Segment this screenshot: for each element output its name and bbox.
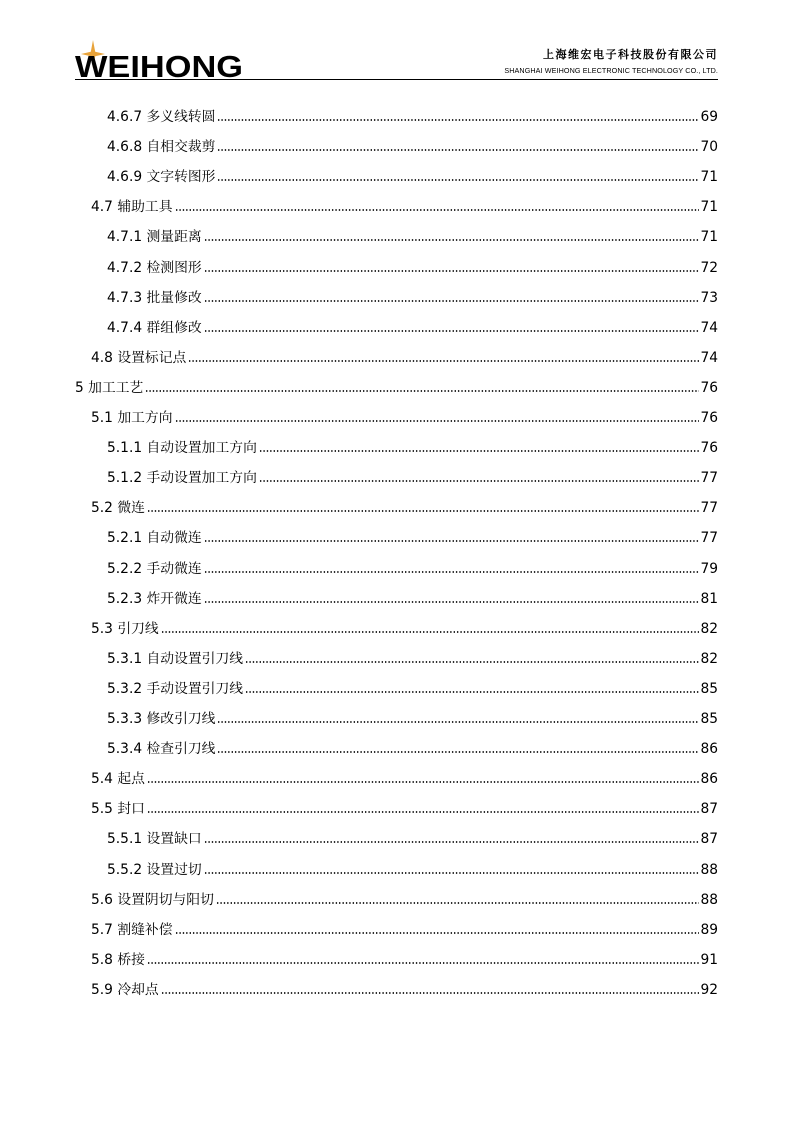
toc-dot-leader (204, 570, 700, 574)
toc-entry-title: 5.3.4 检查引刀线 (107, 741, 216, 758)
toc-dot-leader (217, 750, 699, 754)
toc-entry-page-number: 88 (700, 861, 718, 878)
toc-dot-leader (259, 449, 700, 453)
toc-entry-title: 4.6.8 自相交裁剪 (107, 139, 216, 156)
toc-entry-page-number: 76 (700, 379, 718, 396)
toc-entry-page-number: 86 (700, 771, 718, 788)
toc-dot-leader (217, 178, 699, 182)
toc-entry[interactable] (107, 698, 718, 728)
toc-entry-title: 5.6 设置阴切与阳切 (91, 891, 214, 908)
toc-entry-page-number: 87 (700, 801, 718, 818)
toc-entry[interactable] (91, 758, 718, 788)
toc-entry[interactable] (107, 96, 718, 126)
toc-dot-leader (245, 660, 699, 664)
toc-entry-page-number: 79 (700, 560, 718, 577)
toc-entry[interactable] (107, 427, 718, 457)
toc-entry-title: 5.3 引刀线 (91, 620, 159, 637)
toc-dot-leader (245, 690, 699, 694)
toc-entry-page-number: 74 (700, 319, 718, 336)
company-name (504, 48, 718, 76)
toc-dot-leader (161, 991, 700, 995)
toc-entry-title: 5.5 封口 (91, 801, 145, 818)
toc-entry-page-number: 91 (700, 951, 718, 968)
toc-entry[interactable] (107, 548, 718, 578)
company-name-en: SHANGHAI WEIHONG ELECTRONIC TECHNOLOGY CO., LTD. (504, 66, 718, 75)
toc-entry-title: 5.9 冷却点 (91, 981, 159, 998)
toc-dot-leader (217, 118, 699, 122)
toc-entry-page-number: 74 (700, 349, 718, 366)
toc-entry-title: 5.5.2 设置过切 (107, 861, 202, 878)
toc-entry-title: 5.3.2 手动设置引刀线 (107, 680, 244, 697)
toc-entry-title: 5.3.1 自动设置引刀线 (107, 650, 244, 667)
toc-dot-leader (145, 389, 699, 393)
logo-wordmark: WEIHONG (75, 49, 243, 80)
toc-entry[interactable] (91, 909, 718, 939)
toc-entry-title: 5.2.2 手动微连 (107, 560, 202, 577)
toc-entry[interactable] (91, 186, 718, 216)
toc-entry[interactable] (107, 849, 718, 879)
toc-dot-leader (216, 901, 700, 905)
toc-entry-title: 5.5.1 设置缺口 (107, 831, 202, 848)
toc-dot-leader (175, 208, 700, 212)
toc-entry-title: 4.7.4 群组修改 (107, 319, 202, 336)
toc-entry[interactable] (75, 367, 718, 397)
toc-entry-page-number: 76 (700, 440, 718, 457)
page-header (75, 36, 718, 80)
toc-entry-page-number: 77 (700, 470, 718, 487)
toc-entry[interactable] (107, 126, 718, 156)
toc-entry[interactable] (107, 517, 718, 547)
toc-dot-leader (204, 329, 700, 333)
toc-entry-page-number: 82 (700, 620, 718, 637)
header-divider (75, 79, 718, 80)
company-name-cn: 上海维宏电子科技股份有限公司 (543, 48, 718, 61)
toc-entry-page-number: 77 (700, 530, 718, 547)
toc-entry-page-number: 76 (700, 410, 718, 426)
toc-entry-title: 4.6.7 多义线转圆 (107, 109, 216, 125)
toc-dot-leader (147, 509, 700, 513)
toc-entry-title: 4.7 辅助工具 (91, 199, 173, 216)
toc-entry[interactable] (107, 216, 718, 246)
toc-entry[interactable] (91, 487, 718, 517)
toc-entry[interactable] (91, 879, 718, 909)
toc-entry-page-number: 86 (700, 741, 718, 758)
toc-entry-page-number: 73 (700, 289, 718, 306)
toc-dot-leader (175, 931, 700, 935)
toc-entry-title: 5.4 起点 (91, 771, 145, 788)
toc-dot-leader (161, 630, 700, 634)
toc-entry[interactable] (91, 969, 718, 999)
toc-entry[interactable] (107, 277, 718, 307)
toc-dot-leader (204, 600, 700, 604)
toc-dot-leader (259, 479, 700, 483)
toc-entry-page-number: 70 (700, 139, 718, 156)
toc-entry-page-number: 82 (700, 650, 718, 667)
toc-dot-leader (175, 419, 700, 423)
toc-entry[interactable] (107, 578, 718, 608)
toc-entry-page-number: 71 (700, 229, 718, 246)
toc-dot-leader (204, 238, 700, 242)
toc-entry-page-number: 69 (700, 109, 718, 125)
toc-dot-leader (147, 780, 700, 784)
toc-entry[interactable] (91, 788, 718, 818)
toc-entry-page-number: 81 (700, 590, 718, 607)
toc-entry[interactable] (91, 337, 718, 367)
toc-entry-title: 4.8 设置标记点 (91, 349, 187, 366)
toc-dot-leader (204, 269, 700, 273)
toc-entry[interactable] (91, 939, 718, 969)
toc-entry-page-number: 77 (700, 500, 718, 517)
toc-entry-page-number: 85 (700, 711, 718, 727)
toc-entry-page-number: 85 (700, 680, 718, 697)
toc-dot-leader (188, 359, 699, 363)
toc-entry[interactable] (107, 156, 718, 186)
toc-entry-title: 5.2.3 炸开微连 (107, 590, 202, 607)
toc-entry-title: 5.1.2 手动设置加工方向 (107, 470, 257, 487)
toc-entry-title: 5.3.3 修改引刀线 (107, 711, 216, 727)
toc-entry-page-number: 71 (700, 199, 718, 216)
toc-dot-leader (204, 871, 700, 875)
toc-entry-page-number: 89 (700, 921, 718, 938)
toc-entry[interactable] (107, 638, 718, 668)
toc-entry[interactable] (91, 608, 718, 638)
toc-entry[interactable] (107, 668, 718, 698)
toc-entry[interactable] (107, 728, 718, 758)
toc-dot-leader (204, 539, 700, 543)
toc-entry-title: 5.1 加工方向 (91, 410, 173, 426)
toc-entry-page-number: 92 (700, 981, 718, 998)
toc-entry-title: 5.1.1 自动设置加工方向 (107, 440, 257, 457)
toc-dot-leader (217, 720, 699, 724)
toc-dot-leader (147, 961, 700, 965)
toc-entry-title: 5 加工工艺 (75, 379, 144, 396)
toc-entry-title: 5.8 桥接 (91, 951, 145, 968)
toc-entry[interactable] (107, 818, 718, 848)
toc-dot-leader (204, 299, 700, 303)
toc-entry-title: 4.6.9 文字转图形 (107, 169, 216, 186)
toc-dot-leader (147, 810, 700, 814)
toc-entry[interactable] (107, 307, 718, 337)
toc-entry-page-number: 87 (700, 831, 718, 848)
toc-entry[interactable] (107, 247, 718, 277)
toc-entry-title: 5.2.1 自动微连 (107, 530, 202, 547)
toc-entry-title: 5.2 微连 (91, 500, 145, 517)
toc-dot-leader (204, 840, 700, 844)
toc-entry-page-number: 72 (700, 259, 718, 276)
toc-entry-title: 4.7.2 检测图形 (107, 259, 202, 276)
toc-dot-leader (217, 148, 699, 152)
toc-entry-page-number: 71 (700, 169, 718, 186)
toc-entry-title: 4.7.3 批量修改 (107, 289, 202, 306)
toc-entry[interactable] (107, 457, 718, 487)
weihong-logo (75, 38, 250, 80)
toc-entry[interactable] (91, 397, 718, 427)
toc-entry-page-number: 88 (700, 891, 718, 908)
toc-entry-title: 5.7 割缝补偿 (91, 921, 173, 938)
toc-entry-title: 4.7.1 测量距离 (107, 229, 202, 246)
